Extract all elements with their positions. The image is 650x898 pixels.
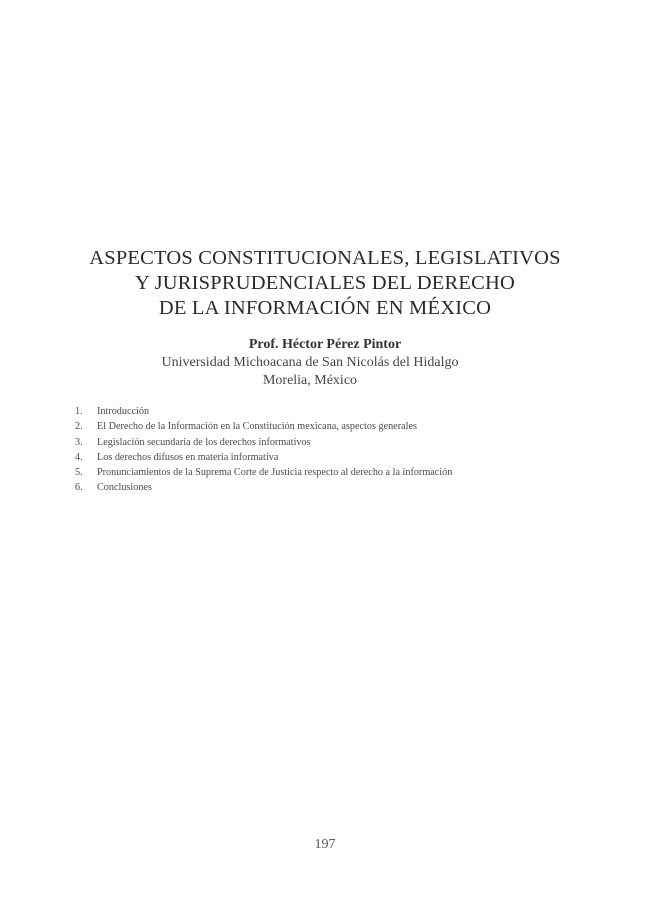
toc-item-label: Legislación secundaria de los derechos informativos	[97, 436, 311, 448]
toc-item-label: Introducción	[97, 406, 150, 417]
chapter-title	[0, 246, 650, 321]
toc-item-number: 3.	[75, 436, 83, 448]
toc-item	[75, 480, 452, 495]
toc-item	[75, 404, 452, 419]
toc-item-label: Pronunciamientos de la Suprema Corte de Justicia respecto al derecho a la información	[97, 467, 453, 479]
toc-item-number: 6.	[75, 482, 83, 494]
title-line-3: DE LA INFORMACIÓN EN MÉXICO	[158, 297, 492, 319]
author-affiliation: Universidad Michoacana de San Nicolás del Hidalgo	[161, 355, 459, 370]
author-name: Prof. Héctor Pérez Pintor	[248, 337, 402, 352]
toc-item-label: El Derecho de la Información en la Constitución mexicana, aspectos generales	[97, 421, 417, 433]
toc-item-label: Los derechos difusos en materia informativa	[97, 451, 279, 463]
page-number: 197	[314, 837, 336, 852]
toc-item-label: Conclusiones	[97, 482, 152, 494]
toc-item-number: 1.	[75, 406, 83, 417]
toc-item	[75, 419, 452, 434]
author-location: Morelia, México	[262, 373, 358, 388]
toc-item-number: 4.	[75, 451, 83, 463]
toc-item	[75, 465, 452, 480]
table-of-contents	[75, 404, 452, 496]
toc-item	[75, 450, 452, 465]
toc-item	[75, 435, 452, 450]
toc-item-number: 2.	[75, 421, 83, 433]
author-affiliation-block	[0, 354, 620, 390]
title-line-1: ASPECTOS CONSTITUCIONALES, LEGISLATIVOS	[89, 247, 561, 269]
title-line-2: Y JURISPRUDENCIALES DEL DERECHO	[135, 272, 515, 294]
toc-item-number: 5.	[75, 467, 83, 479]
